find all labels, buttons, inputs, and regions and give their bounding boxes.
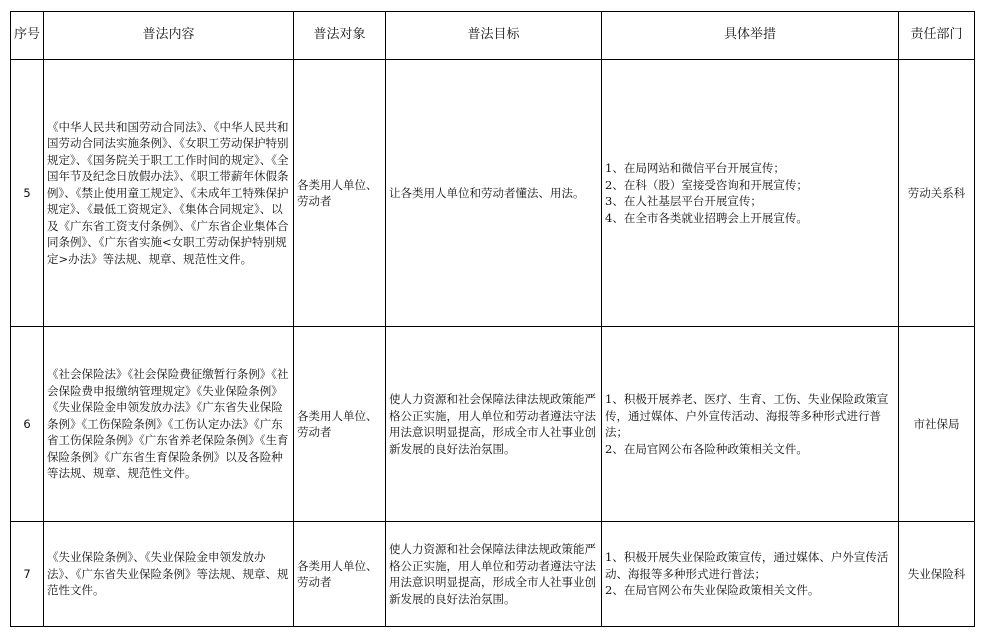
- department-cell: 劳动关系科: [899, 60, 975, 327]
- header-goal: 普法目标: [386, 12, 602, 60]
- target-audience-cell: 各类用人单位、劳动者: [294, 522, 386, 627]
- header-target: 普法对象: [294, 12, 386, 60]
- header-dept: 责任部门: [899, 12, 975, 60]
- measures-cell: 1、积极开展养老、医疗、生育、工伤、失业保险政策宣传，通过媒体、户外宣传活动、海报等多种形式进行普法； 2、在局官网公布各险种政策相关文件。: [602, 327, 899, 522]
- goal-cell: 让各类用人单位和劳动者懂法、用法。: [386, 60, 602, 327]
- target-audience-cell: 各类用人单位、劳动者: [294, 327, 386, 522]
- department-cell: 市社保局: [899, 327, 975, 522]
- table-row: [11, 327, 975, 522]
- row-number: 5: [11, 60, 44, 327]
- law-content-cell: 《中华人民共和国劳动合同法》、《中华人民共和国劳动合同法实施条例》、《女职工劳动保护特别规定》、《国务院关于职工工作时间的规定》、《全国年节及纪念日放假办法》、《职工带薪年休假条例》、《禁止使用童工规定》、《未成年工特殊保护规定》、《最低工资规定》、《集体合同规定》、以及《广东省工资支付条例》、《广东省企业集体合同条例》、《广东省实施<女职工劳动保护特别规定>办法》等法规、规章、规范性文件。: [44, 60, 294, 327]
- header-content: 普法内容: [44, 12, 294, 60]
- measures-cell: 1、积极开展失业保险政策宣传，通过媒体、户外宣传活动、海报等多种形式进行普法； 2、在局官网公布失业保险政策相关文件。: [602, 522, 899, 627]
- law-content-cell: 《失业保险条例》、《失业保险金申领发放办法》、《广东省失业保险条例》等法规、规章、规范性文件。: [44, 522, 294, 627]
- row-number: 6: [11, 327, 44, 522]
- goal-cell: 使人力资源和社会保障法律法规政策能严格公正实施，用人单位和劳动者遵法守法用法意识明显提高，形成全市人社事业创新发展的良好法治氛围。: [386, 522, 602, 627]
- header-no: 序号: [11, 12, 44, 60]
- law-publicity-table: [10, 11, 975, 627]
- table-row: [11, 522, 975, 627]
- law-content-cell: 《社会保险法》《社会保险费征缴暂行条例》《社会保险费申报缴纳管理规定》《失业保险条例》《失业保险金申领发放办法》《广东省失业保险条例》《工伤保险条例》《工伤认定办法》《广东省工伤保险条例》《广东省养老保险条例》《生育保险条例》《广东省生育保险条例》以及各险种等法规、规章、规范性文件。: [44, 327, 294, 522]
- department-cell: 失业保险科: [899, 522, 975, 627]
- header-measures: 具体举措: [602, 12, 899, 60]
- row-number: 7: [11, 522, 44, 627]
- goal-cell: 使人力资源和社会保障法律法规政策能严格公正实施，用人单位和劳动者遵法守法用法意识明显提高，形成全市人社事业创新发展的良好法治氛围。: [386, 327, 602, 522]
- table-header-row: [11, 12, 975, 60]
- target-audience-cell: 各类用人单位、劳动者: [294, 60, 386, 327]
- table-row: [11, 60, 975, 327]
- measures-cell: 1、在局网站和微信平台开展宣传； 2、在科（股）室接受咨询和开展宣传； 3、在人社基层平台开展宣传； 4、在全市各类就业招聘会上开展宣传。: [602, 60, 899, 327]
